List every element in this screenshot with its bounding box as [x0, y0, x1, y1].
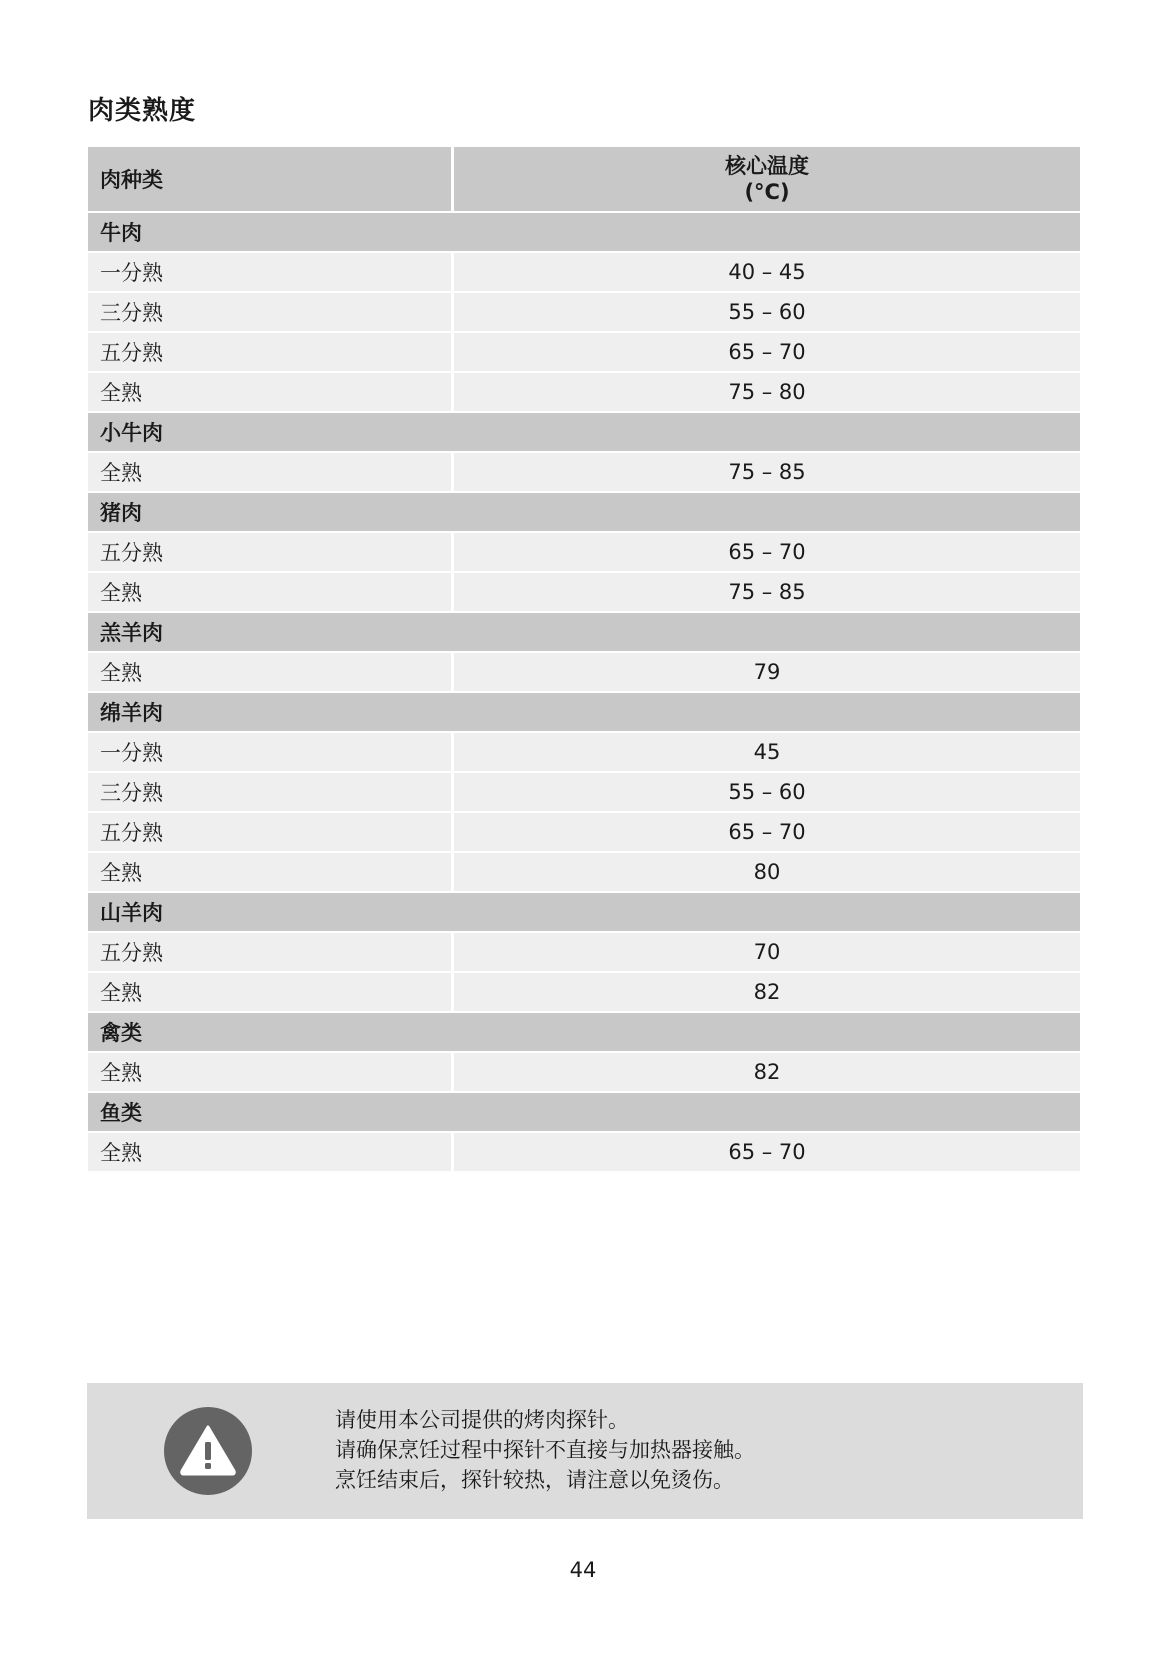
table-row [88, 733, 1080, 771]
temperature-cell: 75 – 85 [454, 573, 1080, 611]
temperature-cell: 65 – 70 [454, 333, 1080, 371]
table-row [88, 253, 1080, 291]
table-row [88, 1053, 1080, 1091]
table-row [88, 973, 1080, 1011]
warning-icon [164, 1407, 252, 1495]
doneness-cell: 一分熟 [88, 253, 454, 291]
doneness-cell: 全熟 [88, 973, 454, 1011]
doneness-cell: 五分熟 [88, 813, 454, 851]
temperature-cell: 70 [454, 933, 1080, 971]
meat-group-row [88, 1013, 1080, 1051]
page-number: 44 [569, 1558, 597, 1582]
meat-group-row [88, 413, 1080, 451]
meat-group-name: 绵羊肉 [88, 693, 1080, 731]
meat-group-name: 禽类 [88, 1013, 1080, 1051]
table-row [88, 533, 1080, 571]
header-meat-type: 肉种类 [88, 147, 454, 211]
meat-group-row [88, 213, 1080, 251]
meat-group-name: 牛肉 [88, 213, 1080, 251]
table-row [88, 853, 1080, 891]
meat-group-row [88, 693, 1080, 731]
temperature-cell: 45 [454, 733, 1080, 771]
temperature-cell: 65 – 70 [454, 813, 1080, 851]
table-row [88, 333, 1080, 371]
doneness-cell: 全熟 [88, 653, 454, 691]
meat-group-name: 猪肉 [88, 493, 1080, 531]
meat-group-row [88, 1093, 1080, 1131]
table-row [88, 573, 1080, 611]
doneness-cell: 全熟 [88, 373, 454, 411]
header-core-temperature [454, 147, 1080, 211]
temperature-cell: 65 – 70 [454, 533, 1080, 571]
doneness-cell: 全熟 [88, 573, 454, 611]
doneness-cell: 全熟 [88, 1053, 454, 1091]
temperature-cell: 65 – 70 [454, 1133, 1080, 1171]
doneness-cell: 一分熟 [88, 733, 454, 771]
temperature-cell: 82 [454, 973, 1080, 1011]
safety-notice [87, 1383, 1083, 1519]
doneness-cell: 全熟 [88, 453, 454, 491]
table-row [88, 293, 1080, 331]
notice-line: 请确保烹饪过程中探针不直接与加热器接触。 [335, 1438, 755, 1462]
temperature-cell: 55 – 60 [454, 293, 1080, 331]
doneness-cell: 全熟 [88, 853, 454, 891]
table-row [88, 933, 1080, 971]
notice-line: 烹饪结束后，探针较热，请注意以免烫伤。 [335, 1468, 734, 1492]
doneness-cell: 三分熟 [88, 773, 454, 811]
table-row [88, 373, 1080, 411]
meat-doneness-table [88, 145, 1080, 1173]
doneness-cell: 全熟 [88, 1133, 454, 1171]
table-body [88, 213, 1080, 1171]
table-header-row [88, 147, 1080, 211]
meat-group-name: 鱼类 [88, 1093, 1080, 1131]
table-row [88, 653, 1080, 691]
meat-group-name: 羔羊肉 [88, 613, 1080, 651]
header-core-temperature-label: 核心温度 [725, 154, 809, 178]
table-row [88, 453, 1080, 491]
meat-group-row [88, 613, 1080, 651]
meat-group-row [88, 493, 1080, 531]
doneness-cell: 五分熟 [88, 533, 454, 571]
doneness-cell: 三分熟 [88, 293, 454, 331]
table-row [88, 773, 1080, 811]
temperature-cell: 40 – 45 [454, 253, 1080, 291]
meat-group-row [88, 893, 1080, 931]
doneness-cell: 五分熟 [88, 933, 454, 971]
doneness-cell: 五分熟 [88, 333, 454, 371]
page-title: 肉类熟度 [88, 96, 197, 126]
table-row [88, 1133, 1080, 1171]
meat-group-name: 小牛肉 [88, 413, 1080, 451]
warning-triangle-icon [178, 1423, 238, 1477]
temperature-cell: 80 [454, 853, 1080, 891]
header-core-temperature-unit: (°C) [744, 180, 790, 204]
notice-text [335, 1405, 755, 1495]
table-row [88, 813, 1080, 851]
temperature-cell: 75 – 85 [454, 453, 1080, 491]
notice-line: 请使用本公司提供的烤肉探针。 [335, 1408, 629, 1432]
temperature-cell: 55 – 60 [454, 773, 1080, 811]
temperature-cell: 75 – 80 [454, 373, 1080, 411]
temperature-cell: 82 [454, 1053, 1080, 1091]
temperature-cell: 79 [454, 653, 1080, 691]
meat-group-name: 山羊肉 [88, 893, 1080, 931]
